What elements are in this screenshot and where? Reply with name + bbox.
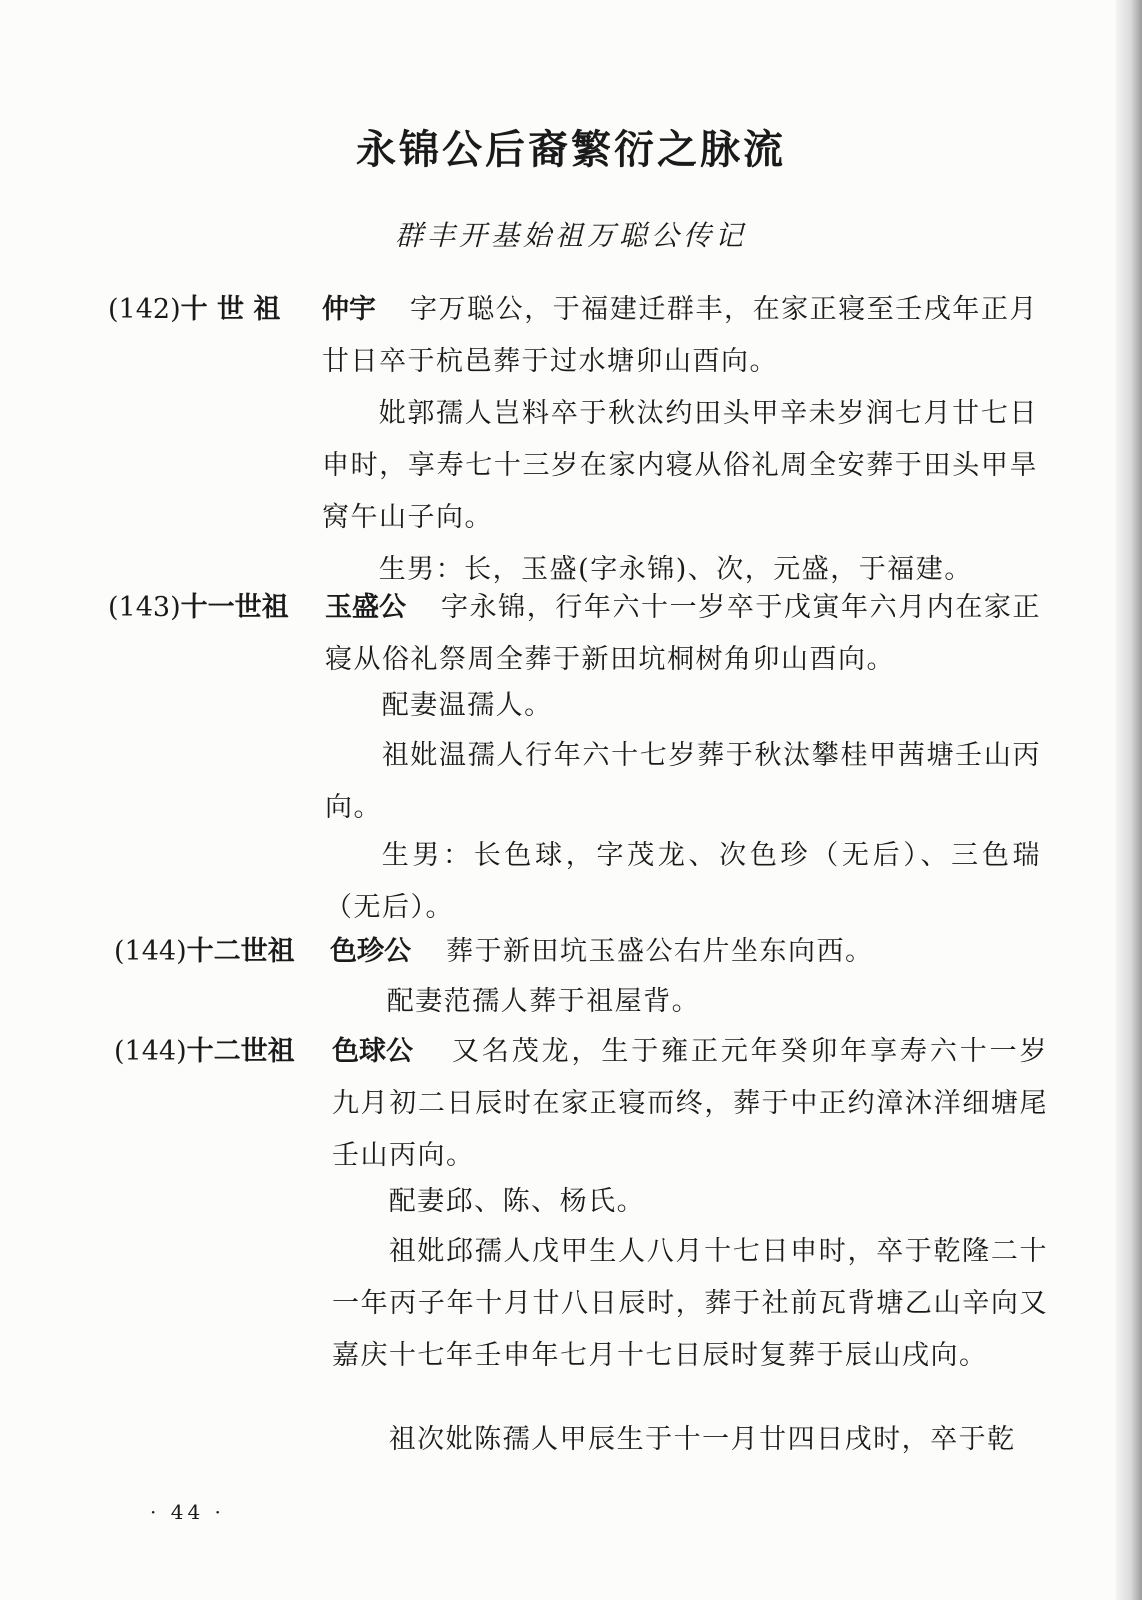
entry-name: 色珍公 <box>330 936 411 967</box>
entry-number: (144) <box>114 936 187 967</box>
entry-first-text: 字万聪公，于福建迁群丰，在家正寝至壬戌年正月廿日卒于杭邑葬于过水塘卯山酉向。 <box>322 294 1038 377</box>
entry-paragraph: 祖妣邱孺人戊甲生人八月十七日申时，卒于乾隆二十一年丙子年十月廿八日辰时，葬于社前瓦背塘乙山辛向又嘉庆十七年壬申年七月十七日辰时复葬于辰山戌向。 <box>332 1236 1048 1371</box>
entry-generation: 十一世祖 <box>180 592 289 623</box>
entry-generation: 十二世祖 <box>186 1036 295 1067</box>
page-number: · 44 · <box>150 1500 225 1524</box>
entry-name: 玉盛公 <box>325 592 406 623</box>
entry-label <box>108 582 289 634</box>
page-subtitle: 群丰开基始祖万聪公传记 <box>394 219 747 252</box>
entry-generation: 十 世 祖 <box>180 294 281 325</box>
entry-paragraph: 祖次妣陈孺人甲辰生于十一月廿四日戌时，卒于乾 <box>388 1424 1016 1455</box>
entry-label <box>114 926 295 978</box>
page-title: 永锦公后裔繁衍之脉流 <box>356 126 786 173</box>
entry-paragraph: 生男：长，玉盛(字永锦)、次，元盛，于福建。 <box>378 554 973 585</box>
entry-number: (142) <box>108 294 181 325</box>
entry-label <box>114 1026 295 1078</box>
entry-paragraph: 妣郭孺人岂料卒于秋汰约田头甲辛未岁润七月廿七日申时，享寿七十三岁在家内寝从俗礼周全安葬于田头甲旱窝午山子向。 <box>322 398 1038 533</box>
entry-number: (144) <box>114 1036 187 1067</box>
entry-name: 仲宇 <box>322 294 376 325</box>
entry-paragraph: 生男：长色球，字茂龙、次色珍（无后）、三色瑞（无后）。 <box>325 840 1041 923</box>
entry-paragraph: 配妻温孺人。 <box>381 690 553 721</box>
entry-first-text: 葬于新田坑玉盛公右片坐东向西。 <box>446 936 874 967</box>
entry-first-text: 又名茂龙，生于雍正元年癸卯年享寿六十一岁九月初二日辰时在家正寝而终，葬于中正约漳沐洋细塘尾壬山丙向。 <box>332 1036 1048 1171</box>
entry-first-text: 字永锦，行年六十一岁卒于戊寅年六月内在家正寝从俗礼祭周全葬于新田坑桐树角卯山酉向。 <box>325 592 1041 675</box>
entry-label <box>108 284 280 336</box>
entry-number: (143) <box>108 592 181 623</box>
entry-paragraph: 祖妣温孺人行年六十七岁葬于秋汰攀桂甲茜塘壬山丙向。 <box>325 740 1041 823</box>
entry-paragraph: 配妻邱、陈、杨氏。 <box>388 1186 646 1217</box>
entry-generation: 十二世祖 <box>186 936 295 967</box>
entry-paragraph: 配妻范孺人葬于祖屋背。 <box>386 986 701 1017</box>
entry-name: 色球公 <box>332 1036 413 1067</box>
